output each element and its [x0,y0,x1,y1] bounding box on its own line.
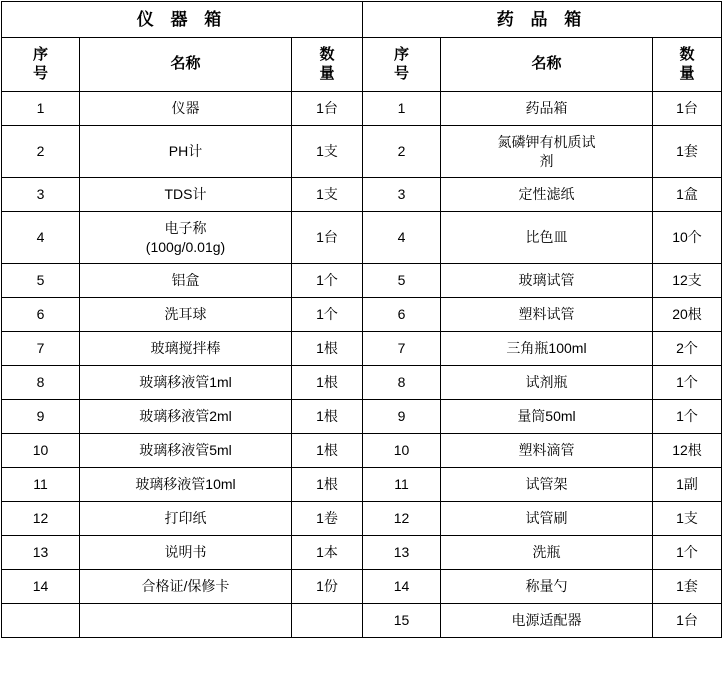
cell-qty: 20根 [653,298,722,332]
table-row [2,366,722,400]
cell-name [441,126,653,178]
cell-index: 14 [2,570,80,604]
table-row [2,332,722,366]
packing-list-sheet [0,1,722,676]
cell-name: 塑料滴管 [441,434,653,468]
cell-qty: 1套 [653,570,722,604]
cell-name: 电源适配器 [441,604,653,638]
cell-qty: 1台 [653,92,722,126]
cell-index: 3 [363,178,441,212]
table-row [2,400,722,434]
cell-index: 9 [363,400,441,434]
cell-index: 4 [2,212,80,264]
cell-index: 8 [2,366,80,400]
cell-name: 说明书 [80,536,292,570]
cell-name [80,212,292,264]
header-index-left [2,38,80,92]
cell-name-line2: (100g/0.01g) [145,238,226,255]
cell-index: 12 [2,502,80,536]
cell-name: 试管架 [441,468,653,502]
cell-index: 10 [363,434,441,468]
cell-name: 玻璃移液管10ml [80,468,292,502]
cell-qty: 1根 [292,366,363,400]
header-index-right [363,38,441,92]
cell-index: 13 [363,536,441,570]
cell-name: 试管刷 [441,502,653,536]
cell-name: 比色皿 [441,212,653,264]
cell-qty: 1支 [292,126,363,178]
table-row [2,502,722,536]
cell-name-line1: 氮磷钾有机质试 [497,133,596,150]
cell-index: 1 [363,92,441,126]
cell-name: 铝盒 [80,264,292,298]
cell-index: 10 [2,434,80,468]
cell-qty: 1根 [292,332,363,366]
cell-name: 三角瓶100ml [441,332,653,366]
cell-qty: 1支 [653,502,722,536]
cell-index: 6 [363,298,441,332]
cell-index: 1 [2,92,80,126]
packing-list-table [1,1,722,638]
cell-index: 3 [2,178,80,212]
cell-qty: 1个 [653,400,722,434]
header-qty-right-char2: 量 [679,64,695,82]
cell-name: TDS计 [80,178,292,212]
column-header-row [2,38,722,92]
table-row [2,264,722,298]
table-row [2,570,722,604]
cell-index: 5 [2,264,80,298]
cell-name: 玻璃移液管2ml [80,400,292,434]
cell-qty: 1卷 [292,502,363,536]
cell-qty: 1盒 [653,178,722,212]
cell-index: 15 [363,604,441,638]
medicine-box-title: 药 品 箱 [363,2,722,38]
cell-name: 合格证/保修卡 [80,570,292,604]
cell-name-line1: 电子称 [164,219,207,236]
cell-qty: 1个 [653,366,722,400]
cell-qty: 1根 [292,400,363,434]
table-row [2,536,722,570]
cell-index: 11 [2,468,80,502]
cell-name-line2: 剂 [539,152,554,169]
cell-qty: 1支 [292,178,363,212]
cell-name: 玻璃试管 [441,264,653,298]
header-qty-right-char1: 数 [679,45,695,63]
cell-index: 9 [2,400,80,434]
cell-name: 试剂瓶 [441,366,653,400]
table-row [2,92,722,126]
table-row [2,178,722,212]
cell-qty: 12根 [653,434,722,468]
cell-qty: 1个 [292,264,363,298]
cell-index: 13 [2,536,80,570]
title-row [2,2,722,38]
cell-name-empty [80,604,292,638]
cell-qty: 1台 [653,604,722,638]
table-row [2,604,722,638]
cell-name: 打印纸 [80,502,292,536]
instrument-box-title: 仪 器 箱 [2,2,363,38]
cell-name: 洗耳球 [80,298,292,332]
table-row [2,434,722,468]
cell-index: 6 [2,298,80,332]
header-qty-left-char1: 数 [319,45,335,63]
cell-qty: 1个 [653,536,722,570]
cell-name: 药品箱 [441,92,653,126]
header-index-left-char1: 序 [32,45,48,63]
cell-qty: 12支 [653,264,722,298]
header-index-right-char1: 序 [393,45,409,63]
cell-name: 玻璃移液管1ml [80,366,292,400]
header-qty-right [653,38,722,92]
cell-name: 定性滤纸 [441,178,653,212]
cell-name: 洗瓶 [441,536,653,570]
cell-qty: 1份 [292,570,363,604]
table-row [2,212,722,264]
cell-qty: 1本 [292,536,363,570]
cell-index: 8 [363,366,441,400]
cell-qty: 1台 [292,212,363,264]
cell-index: 2 [2,126,80,178]
cell-qty: 1个 [292,298,363,332]
table-row [2,468,722,502]
cell-name: 塑料试管 [441,298,653,332]
cell-name: 量筒50ml [441,400,653,434]
header-name-left: 名称 [80,38,292,92]
header-name-right: 名称 [441,38,653,92]
cell-index: 14 [363,570,441,604]
table-row [2,126,722,178]
cell-qty: 1副 [653,468,722,502]
cell-name: 玻璃搅拌棒 [80,332,292,366]
cell-index: 4 [363,212,441,264]
cell-name: 称量勺 [441,570,653,604]
header-index-left-char2: 号 [32,64,48,82]
cell-qty: 10个 [653,212,722,264]
cell-qty: 1根 [292,468,363,502]
cell-index: 12 [363,502,441,536]
cell-qty: 1套 [653,126,722,178]
cell-index: 5 [363,264,441,298]
cell-index: 11 [363,468,441,502]
cell-index: 2 [363,126,441,178]
cell-index: 7 [2,332,80,366]
cell-qty: 1根 [292,434,363,468]
table-row [2,298,722,332]
cell-name: PH计 [80,126,292,178]
cell-name: 玻璃移液管5ml [80,434,292,468]
cell-qty-empty [292,604,363,638]
header-qty-left-char2: 量 [319,64,335,82]
cell-index-empty [2,604,80,638]
cell-qty: 2个 [653,332,722,366]
cell-qty: 1台 [292,92,363,126]
cell-name: 仪器 [80,92,292,126]
header-index-right-char2: 号 [393,64,409,82]
cell-index: 7 [363,332,441,366]
header-qty-left [292,38,363,92]
